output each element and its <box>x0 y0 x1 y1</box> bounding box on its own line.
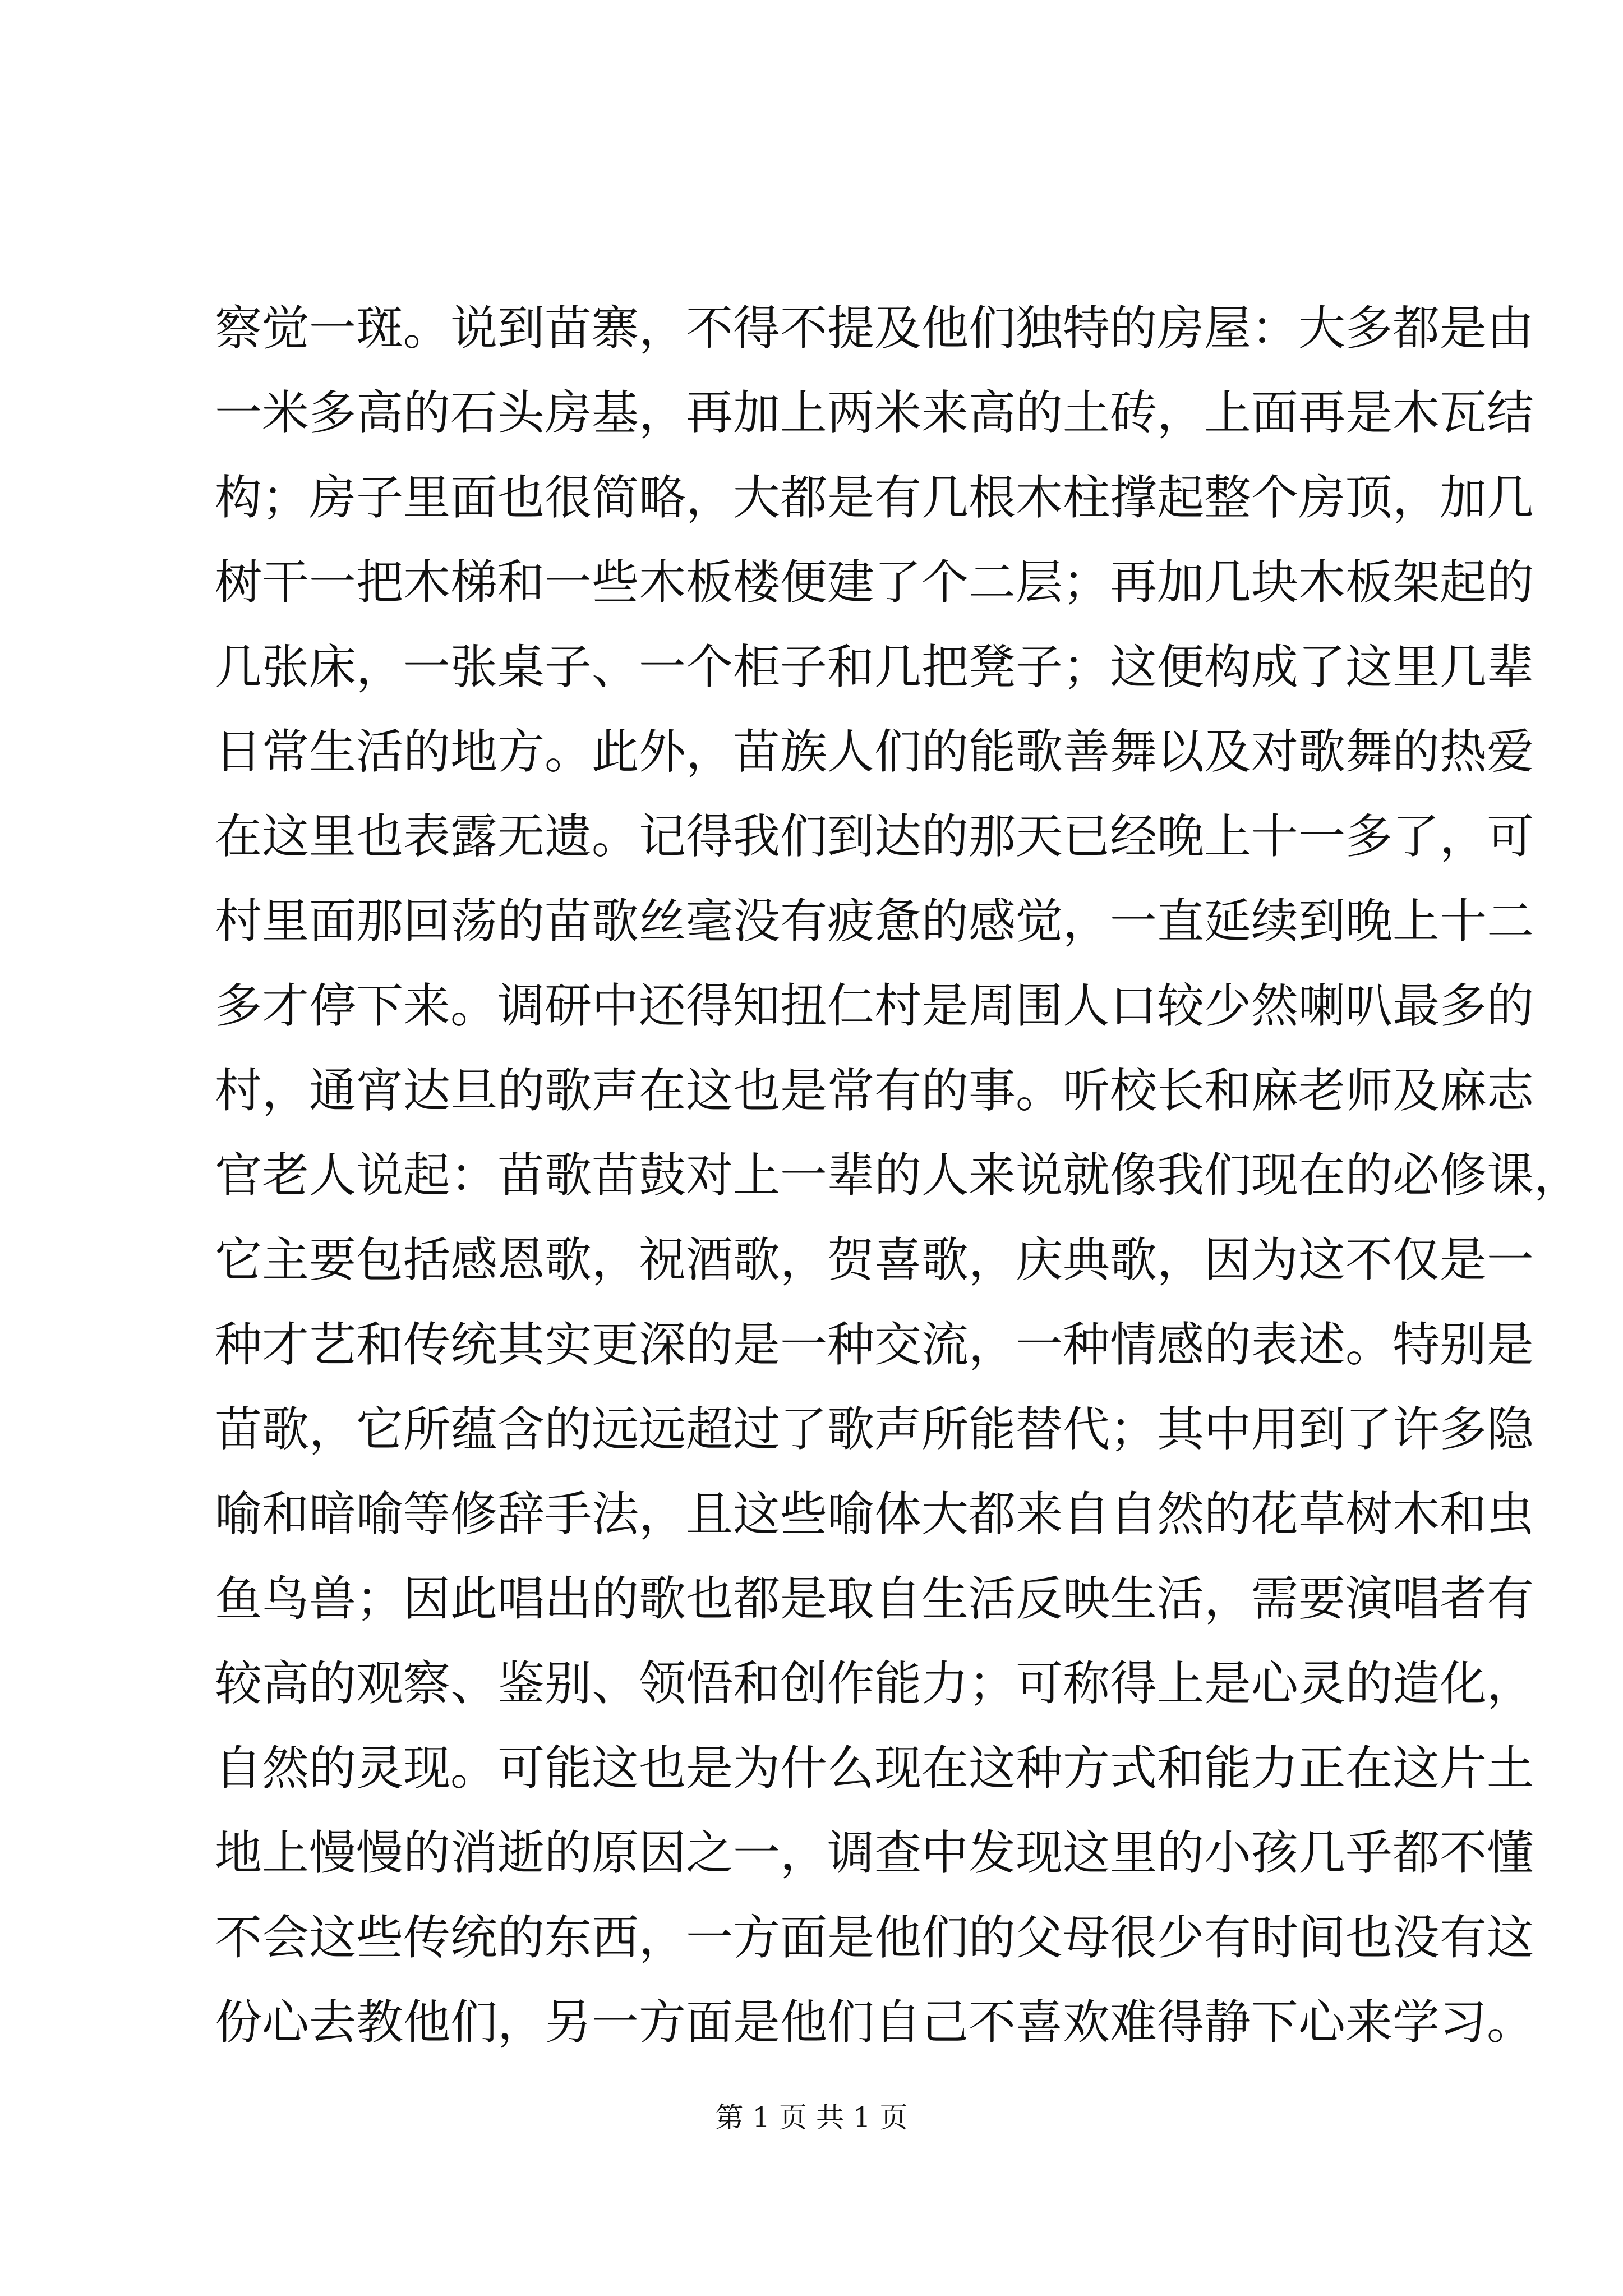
text-line: 几张床，一张桌子、一个柜子和几把凳子；这便构成了这里几辈 <box>215 639 1534 694</box>
page-footer: 第 1 页 共 1 页 <box>715 2101 908 2134</box>
text-line: 自然的灵现。可能这也是为什么现在这种方式和能力正在这片土 <box>215 1741 1534 1796</box>
document-body <box>215 286 1581 2065</box>
text-line: 树干一把木梯和一些木板楼便建了个二层；再加几块木板架起的 <box>215 555 1534 610</box>
text-line: 在这里也表露无遗。记得我们到达的那天已经晚上十一多了，可 <box>215 809 1534 864</box>
text-line: 较高的观察、鉴别、领悟和创作能力；可称得上是心灵的造化， <box>215 1656 1534 1711</box>
text-line: 它主要包括感恩歌，祝酒歌，贺喜歌，庆典歌，因为这不仅是一 <box>215 1232 1534 1287</box>
text-line: 不会这些传统的东西，一方面是他们的父母很少有时间也没有这 <box>215 1910 1534 1965</box>
text-line: 一米多高的石头房基，再加上两米来高的土砖，上面再是木瓦结 <box>215 385 1534 440</box>
text-line: 构；房子里面也很简略，大都是有几根木柱撑起整个房顶，加几 <box>215 470 1534 525</box>
text-line: 种才艺和传统其实更深的是一种交流，一种情感的表述。特别是 <box>215 1317 1534 1372</box>
text-line: 份心去教他们，另一方面是他们自己不喜欢难得静下心来学习。 <box>215 1995 1534 2050</box>
text-line: 鱼鸟兽；因此唱出的歌也都是取自生活反映生活，需要演唱者有 <box>215 1571 1534 1626</box>
text-line: 村里面那回荡的苗歌丝毫没有疲惫的感觉，一直延续到晚上十二 <box>215 894 1534 949</box>
text-line: 喻和暗喻等修辞手法，且这些喻体大都来自自然的花草树木和虫 <box>215 1487 1534 1542</box>
text-line: 官老人说起：苗歌苗鼓对上一辈的人来说就像我们现在的必修课， <box>215 1148 1581 1203</box>
text-line: 察觉一斑。说到苗寨，不得不提及他们独特的房屋：大多都是由 <box>215 301 1534 356</box>
text-line: 多才停下来。调研中还得知扭仁村是周围人口较少然喇叭最多的 <box>215 978 1534 1033</box>
text-line: 苗歌，它所蕴含的远远超过了歌声所能替代；其中用到了许多隐 <box>215 1402 1534 1457</box>
text-line: 村，通宵达旦的歌声在这也是常有的事。听校长和麻老师及麻志 <box>215 1063 1534 1118</box>
text-line: 日常生活的地方。此外，苗族人们的能歌善舞以及对歌舞的热爱 <box>215 724 1534 779</box>
text-line: 地上慢慢的消逝的原因之一，调查中发现这里的小孩几乎都不懂 <box>215 1825 1534 1880</box>
